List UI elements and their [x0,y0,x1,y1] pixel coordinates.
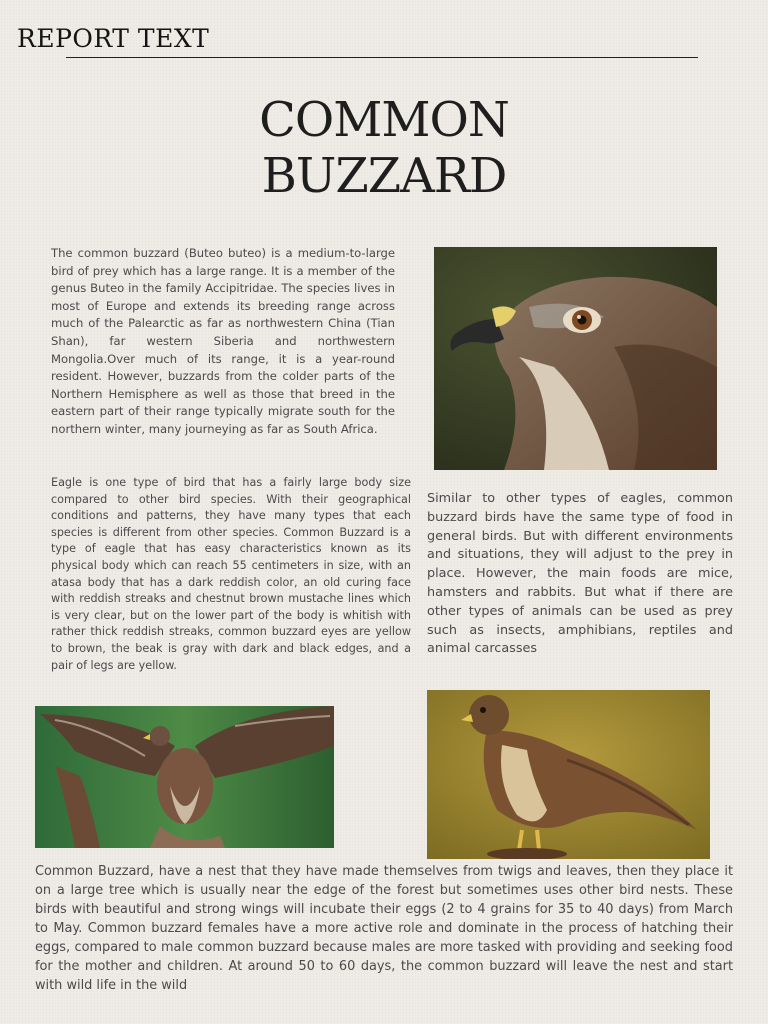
nesting-paragraph: Common Buzzard, have a nest that they have made themselves from twigs and leaves, then they place it on a large tree which is usually near the edge of the forest but sometimes uses other bird nests. These birds with beautiful and strong wings will incubate their eggs (2 to 4 grains for 35 to 40 days) from March to May. Common buzzard females have a more active role and dominate in the process of hatching their eggs, compared to male common buzzard because males are more tasked with providing and seeking food for the mother and children. At around 50 to 60 days, the common buzzard will leave the nest and start with wild life in the wild [35,864,733,993]
intro-paragraph: The common buzzard (Buteo buteo) is a medium-to-large bird of prey which has a large range. It is a member of the genus Buteo in the family Accipitridae. The species lives in most of Europe and extends its breeding range across much of the Palearctic as far as northwestern China (Tian Shan), far western Siberia and northwestern Mongolia.Over much of its range, it is a year-round resident. However, buzzards from the colder parts of the Northern Hemisphere as well as those that breed in the eastern part of their range typically migrate south for the northern winter, many journeying as far as South Africa. [51,246,395,436]
buzzard-portrait-photo [434,247,717,470]
page-title [0,92,768,204]
buzzard-perched-photo [427,690,710,859]
buzzard-flight-photo [35,706,334,848]
title-line-1: COMMON [259,92,509,148]
title-line-2: BUZZARD [261,148,507,204]
report-text-label: REPORT TEXT [17,24,210,53]
header-divider [66,57,698,58]
food-paragraph: Similar to other types of eagles, common buzzard birds have the same type of food in general birds. But with different environments and situations, they will adjust to the prey in place. However, the main foods are mice, hamsters and rabbits. But what if there are other types of animals can be used as prey such as insects, amphibians, reptiles and animal carcasses [427,491,733,657]
physical-description-paragraph: Eagle is one type of bird that has a fairly large body size compared to other bird species. With their geographical conditions and patterns, they have many types that each species is different from other species. Common Buzzard is a type of eagle that has easy characteristics known as its physical body which can reach 55 centimeters in size, with an atasa body that has a dark reddish color, an old curing face with reddish streaks and chestnut brown mustache lines which is very clear, but on the lower part of the body is whitish with rather thick reddish streaks, common buzzard eyes are yellow to brown, the beak is gray with dark and black edges, and a pair of legs are yellow. [51,476,411,672]
